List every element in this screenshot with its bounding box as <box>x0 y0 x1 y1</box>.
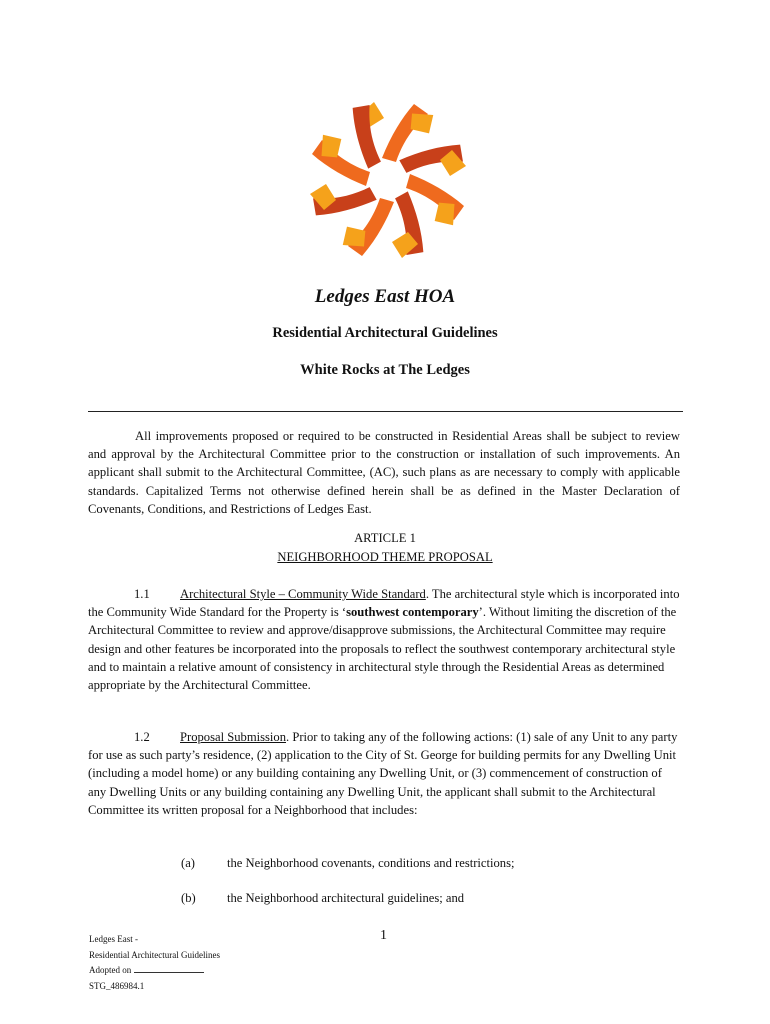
section-title: Proposal Submission <box>180 730 287 744</box>
guidelines-subtitle: Residential Architectural Guidelines <box>272 325 498 341</box>
intro-paragraph: All improvements proposed or required to be constructed in Residential Areas shall be subject to review and approval by the Architectural Committee prior to the construction or installation of such improvements. An applicant shall submit to the Architectural Committee, (AC), such plans as are necessary to comply with applicable standards. Capitalized Terms not otherwise defined herein shall be as defined in the Master Declaration of Covenants, Conditions, and Restrictions of Ledges East. <box>88 429 680 516</box>
list-item-b <box>181 889 464 907</box>
footer-adopted-label: Adopted on <box>89 965 132 976</box>
page-number: 1 <box>380 928 387 943</box>
article-number: ARTICLE 1 <box>354 531 416 545</box>
list-label: (b) <box>181 891 196 905</box>
footer-line-1: Ledges East - <box>89 934 138 944</box>
section-number: 1.1 <box>134 587 150 601</box>
footer-line-4: STG_486984.1 <box>89 980 145 991</box>
community-name: White Rocks at The Ledges <box>300 362 470 378</box>
page-footer <box>89 932 220 994</box>
list-text: the Neighborhood covenants, conditions and restrictions; <box>227 856 515 870</box>
adopted-date-blank <box>134 964 204 973</box>
sunburst-logo <box>296 96 480 264</box>
footer-line-3 <box>89 963 220 979</box>
section-text: . Prior to taking any of the following actions: (1) sale of any Unit to any party for use as such party’s residence, (2) application to the City of St. George for building permits for any Dwelling Unit (including a model home) or any building containing any Dwelling Unit, or (3) commencement of construction of any Dwelling Units or any building containing any Dwelling Unit, the applicant shall submit to the Architectural Committee its written proposal for a Neighborhood that includes: <box>88 730 678 817</box>
list-text: the Neighborhood architectural guidelines; and <box>227 891 465 905</box>
section-text: . The architectural style which is incorporated into the Community Wide Standard for the Property is ‘ <box>88 587 680 620</box>
list-label: (a) <box>181 856 195 870</box>
section-1-2 <box>88 728 680 819</box>
hoa-title: Ledges East HOA <box>314 286 456 307</box>
section-1-1 <box>88 585 680 694</box>
list-item-a <box>181 854 515 872</box>
section-title: Architectural Style – Community Wide Standard <box>180 587 426 601</box>
section-number: 1.2 <box>134 730 150 744</box>
section-text-continued: ’. Without limiting the discretion of the Architectural Committee to review and approve/disapprove submissions, the Architectural Committee may require design and other features be incorporated into the proposals to reflect the southwest contemporary architectural style and to maintain a relative amount of consistency in architectural style through the Residential Areas as determined appropriate by the Architectural Committee. <box>88 605 677 693</box>
article-heading: NEIGHBORHOOD THEME PROPOSAL <box>277 550 493 564</box>
footer-line-2: Residential Architectural Guidelines <box>89 949 220 960</box>
style-name: southwest contemporary <box>346 605 479 620</box>
divider-line <box>88 411 683 412</box>
